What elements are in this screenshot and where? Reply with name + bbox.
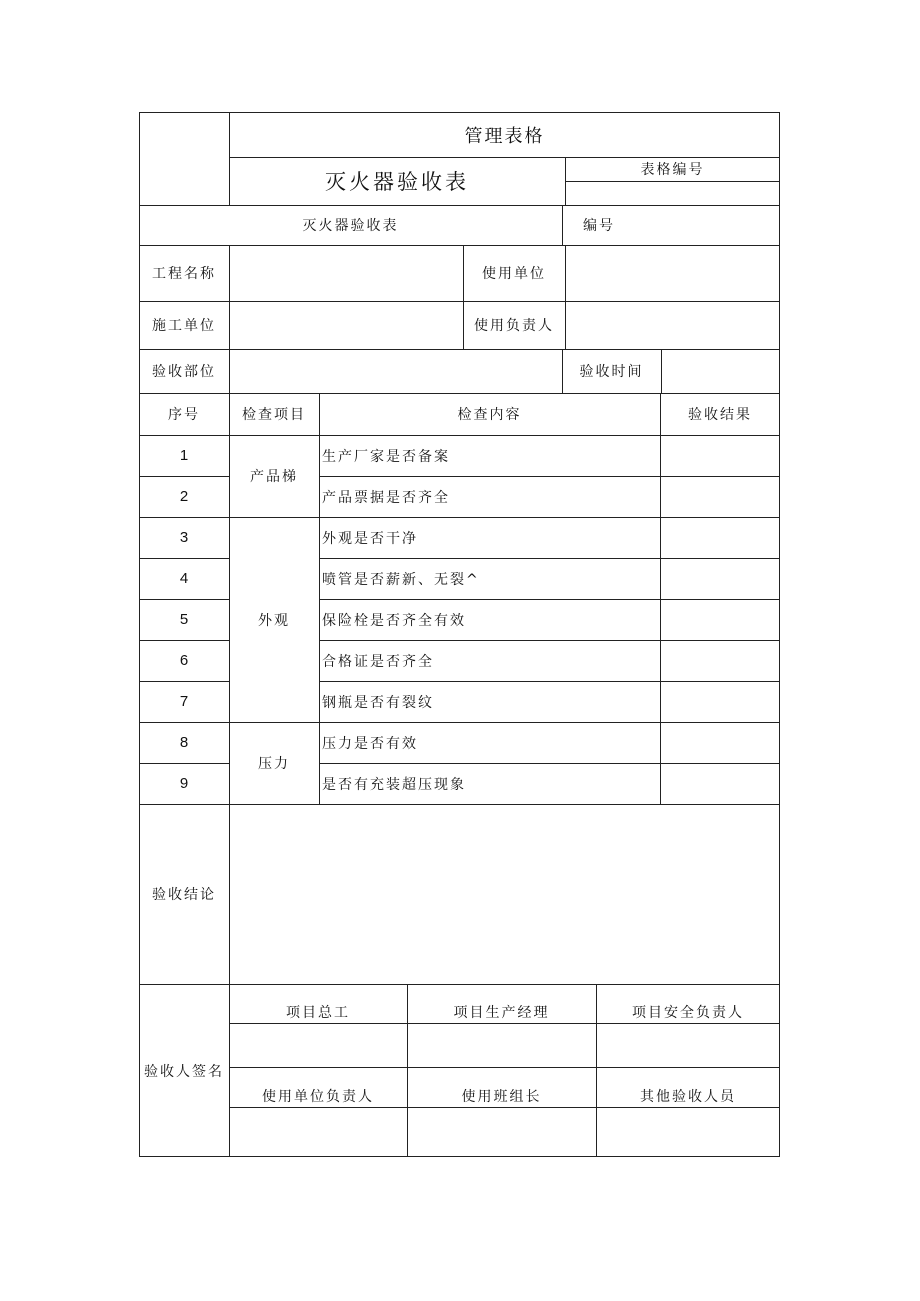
form-number-field[interactable]	[565, 181, 780, 205]
acceptance-time-label: 验收时间	[579, 364, 644, 380]
signature-field[interactable]	[596, 1107, 780, 1157]
row-result-field[interactable]	[660, 476, 780, 517]
col-header-result: 验收结果	[688, 407, 752, 423]
row-number: 3	[179, 529, 189, 546]
row-content: 产品票据是否齐全	[322, 489, 450, 506]
row-content: 是否有充装超压现象	[322, 776, 466, 793]
row-number: 7	[179, 693, 189, 710]
number-label: 编号	[583, 218, 615, 234]
subheader-title: 灭火器验收表	[302, 218, 399, 234]
doc-category: 管理表格	[464, 125, 545, 147]
form-title: 灭火器验收表	[325, 170, 469, 194]
role-chief-engineer: 项目总工	[286, 1005, 350, 1021]
row-result-field[interactable]	[660, 599, 780, 640]
user-unit-field[interactable]	[565, 245, 783, 301]
construction-unit-field[interactable]	[229, 301, 466, 349]
signature-field[interactable]	[596, 1023, 780, 1067]
row-number: 5	[179, 611, 189, 628]
row-result-field[interactable]	[660, 763, 780, 804]
row-result-field[interactable]	[660, 558, 780, 599]
group-pressure: 压力	[258, 756, 290, 772]
row-number: 8	[179, 734, 189, 751]
number-field[interactable]	[640, 205, 783, 245]
row-content: 外观是否干净	[322, 530, 418, 547]
row-number: 9	[179, 775, 189, 792]
role-user-unit-head: 使用单位负责人	[262, 1089, 374, 1105]
signature-field[interactable]	[407, 1023, 596, 1067]
project-name-field[interactable]	[229, 245, 466, 301]
divider	[229, 1067, 780, 1068]
row-content: 钢瓶是否有裂纹	[322, 694, 434, 711]
row-number: 6	[179, 652, 189, 669]
row-result-field[interactable]	[660, 681, 780, 722]
signature-label: 验收人签名	[144, 1063, 224, 1080]
col-header-no: 序号	[168, 407, 200, 423]
signature-field[interactable]	[229, 1023, 407, 1067]
role-safety-officer: 项目安全负责人	[632, 1005, 744, 1021]
divider	[562, 205, 563, 245]
acceptance-part-field[interactable]	[229, 349, 565, 393]
row-content: 合格证是否齐全	[322, 653, 434, 670]
acceptance-part-label: 验收部位	[152, 364, 216, 380]
row-content: 生产厂家是否备案	[322, 448, 450, 465]
divider	[139, 984, 780, 985]
role-other-inspectors: 其他验收人员	[640, 1089, 736, 1105]
row-result-field[interactable]	[660, 722, 780, 763]
conclusion-label: 验收结论	[152, 887, 216, 903]
project-name-label: 工程名称	[152, 266, 216, 282]
row-number: 1	[179, 447, 189, 464]
row-result-field[interactable]	[660, 435, 780, 476]
row-content: 喷管是否薪新、无裂^	[322, 571, 480, 588]
row-result-field[interactable]	[660, 517, 780, 558]
col-header-content: 检查内容	[457, 407, 522, 423]
form-number-label: 表格编号	[640, 162, 705, 178]
construction-unit-label: 施工单位	[152, 318, 216, 334]
row-content: 压力是否有效	[322, 735, 418, 752]
col-header-item: 检查项目	[242, 407, 306, 423]
role-production-manager: 项目生产经理	[453, 1005, 550, 1021]
row-number: 2	[179, 488, 189, 505]
row-number: 4	[179, 570, 189, 587]
group-product: 产品梯	[250, 469, 298, 485]
role-team-leader: 使用班组长	[461, 1089, 542, 1105]
user-responsible-label: 使用负责人	[474, 318, 554, 334]
user-unit-label: 使用单位	[482, 266, 546, 282]
signature-field[interactable]	[407, 1107, 596, 1157]
group-appearance: 外观	[258, 612, 290, 629]
signature-field[interactable]	[229, 1107, 407, 1157]
row-result-field[interactable]	[660, 640, 780, 681]
row-content: 保险栓是否齐全有效	[322, 612, 466, 629]
conclusion-field[interactable]	[229, 804, 783, 984]
user-responsible-field[interactable]	[565, 301, 783, 349]
acceptance-time-field[interactable]	[661, 349, 783, 393]
